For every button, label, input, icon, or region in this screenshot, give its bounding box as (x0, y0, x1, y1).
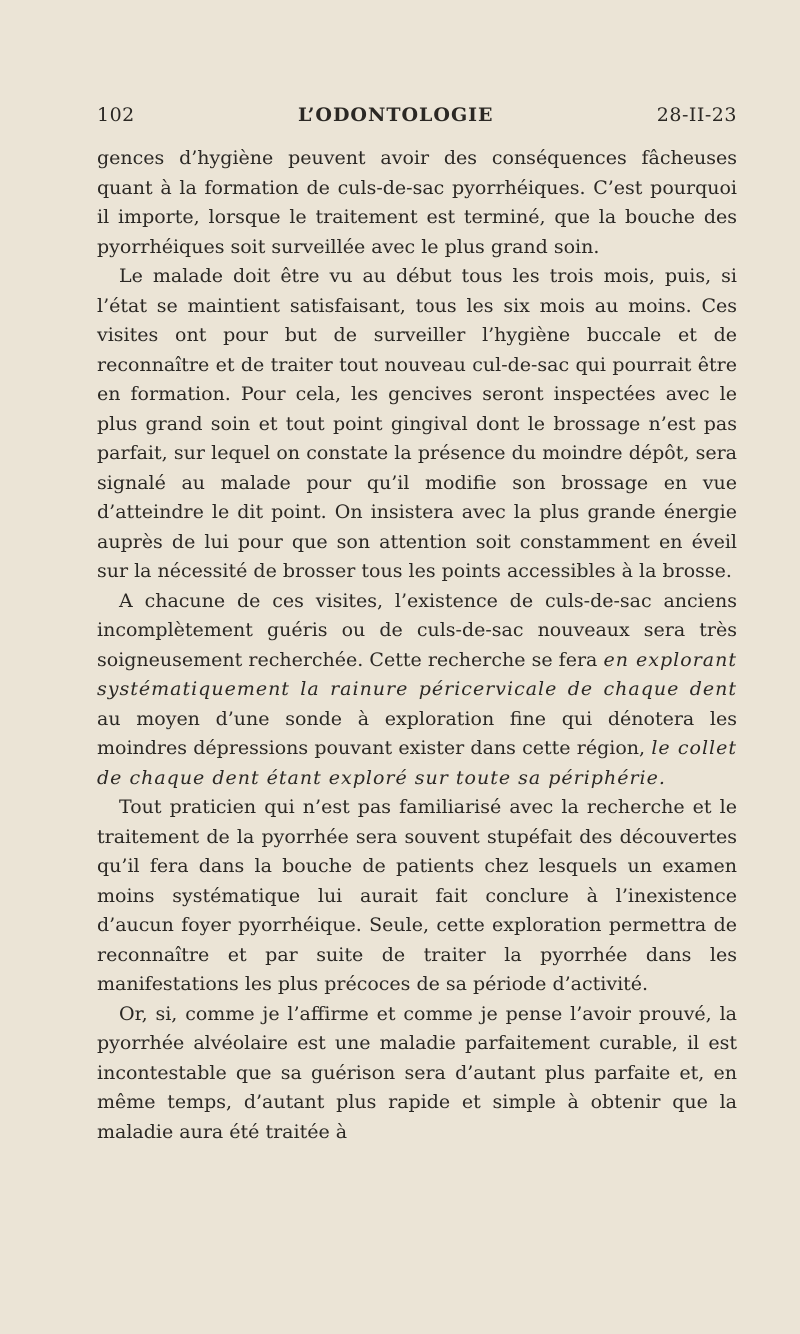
issue-date: 28-II-23 (656, 104, 737, 126)
italic-phrase: en explorant systématiquement la rainure péricervicale de chaque dent (97, 648, 737, 700)
paragraph-visits: Le malade doit être vu au début tous les trois mois, puis, si l’état se maintient satisfaisant, tous les six mois au moins. Ces visites ont pour but de surveiller l’hygiène buccale et de reconnaître et de traiter tout nouveau cul-de-sac qui pourrait être en formation. Pour cela, les gencives seront inspectées avec le plus grand soin et tout point gingival dont le brossage n’est pas parfait, sur lequel on constate la présence du moindre dépôt, sera signalé au malade pour qu’il modifie son brossage en vue d’atteindre le dit point. On insistera avec la plus grande énergie auprès de lui pour que son attention soit constamment en éveil sur la nécessité de brosser tous les points accessibles à la brosse. (97, 265, 737, 582)
paragraph-text: A chacune de ces visites, l’existence de culs-de-sac anciens incomplètement guéris ou de culs-de-sac nouveaux sera très soigneusement recherchée. Cette recherche se fera (97, 589, 737, 671)
body-text (97, 144, 737, 1147)
paragraph-continuation: gences d’hygiène peuvent avoir des conséquences fâcheuses quant à la formation de culs-de-sac pyorrhéiques. C’est pourquoi il importe, lorsque le traitement est terminé, que la bouche des pyorrhéiques soit surveillée avec le plus grand soin. (97, 147, 737, 258)
journal-title: L’ODONTOLOGIE (297, 104, 494, 126)
paragraph-exploration (97, 587, 737, 794)
italic-phrase: le collet de chaque dent étant exploré sur toute sa périphérie. (97, 737, 737, 789)
paragraph-curable: Or, si, comme je l’affirme et comme je pense l’avoir prouvé, la pyorrhée alvéolaire est une maladie parfaitement curable, il est incontestable que sa guérison sera d’autant plus parfaite et, en même temps, d’autant plus rapide et simple à obtenir que la maladie aura été traitée à (97, 1002, 737, 1143)
page-number: 102 (97, 104, 135, 126)
book-page (97, 104, 737, 1147)
paragraph-practitioner: Tout praticien qui n’est pas familiarisé avec la recherche et le traitement de la pyorrhée sera souvent stupéfait des découvertes qu’il fera dans la bouche de patients chez lesquels un examen moins systématique lui aurait fait conclure à l’inexistence d’aucun foyer pyorrhéique. Seule, cette exploration permettra de reconnaître et par suite de traiter la pyorrhée dans les manifestations les plus précoces de sa période d’activité. (97, 796, 737, 995)
paragraph-text: au moyen d’une sonde à exploration fine qui dénotera les moindres dépressions pouvant exister dans cette région, (97, 707, 737, 759)
running-head (97, 104, 737, 144)
